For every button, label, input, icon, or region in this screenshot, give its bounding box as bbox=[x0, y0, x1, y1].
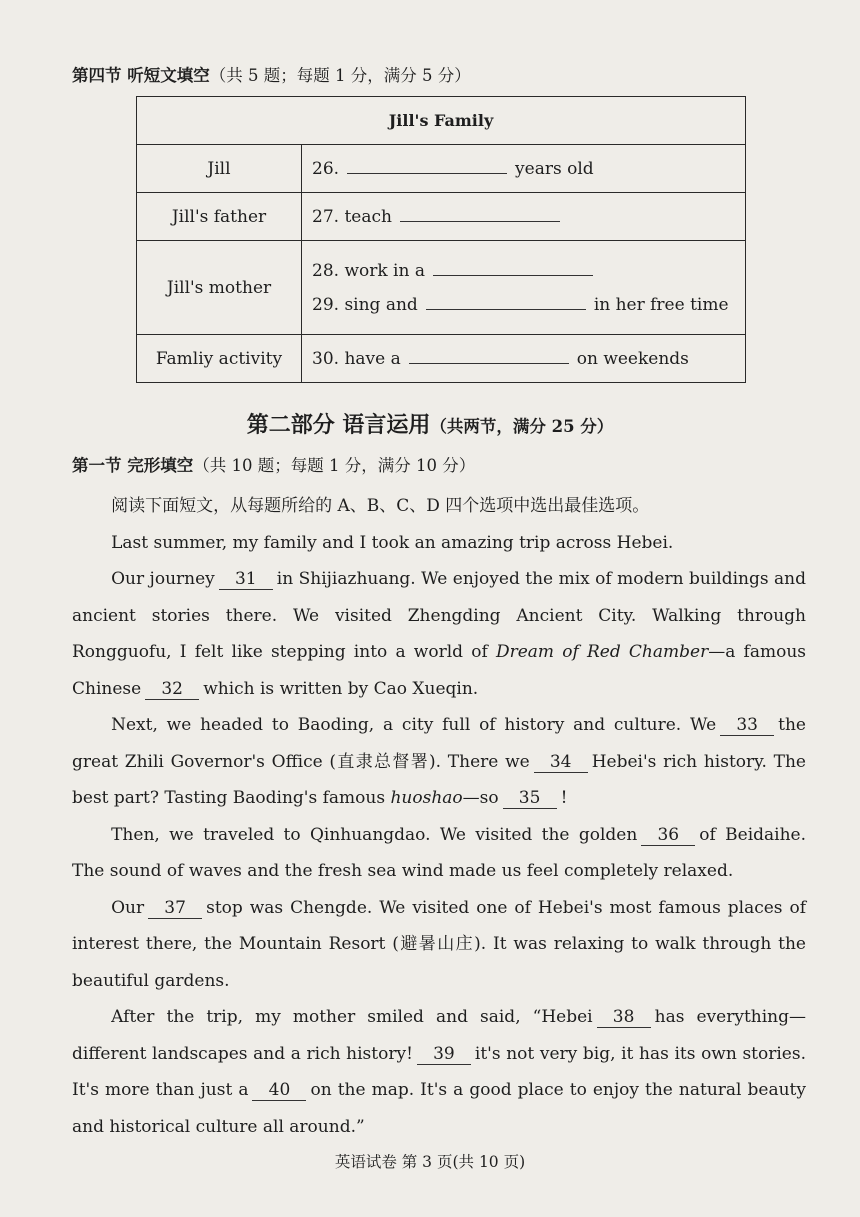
item-29: 29. sing and in her free time bbox=[312, 294, 729, 315]
instruction: 阅读下面短文，从每题所给的 A、B、C、D 四个选项中选出最佳选项。 bbox=[111, 496, 650, 516]
blank-37[interactable]: 37 bbox=[148, 898, 202, 919]
paragraph-3: Next, we headed to Baoding, a city full of history and culture. We 33 the great Zhili Governor's Office (直隶总督署). There we 34 Hebei's rich history. The best part? Tasting Baoding's famous huoshao—so 35 ! bbox=[72, 715, 806, 808]
blank-32[interactable]: 32 bbox=[145, 679, 199, 700]
table-row bbox=[137, 241, 746, 335]
food-name: huoshao bbox=[390, 788, 463, 808]
section1-heading: 第一节 完形填空（共 10 题；每题 1 分，满分 10 分） bbox=[72, 456, 476, 475]
jills-family-table bbox=[136, 96, 746, 383]
blank-34[interactable]: 34 bbox=[534, 752, 588, 773]
paragraph-6: After the trip, my mother smiled and said, “Hebei 38 has everything—different landscapes and a rich history! 39 it's not very big, it has its own stories. It's more than just a 40 on the map. It's a good place to enjoy the natural beauty and historical culture all around.” bbox=[72, 1007, 806, 1137]
blank-40[interactable]: 40 bbox=[252, 1080, 306, 1101]
part2-heading: 第二部分 语言运用（共两节，满分 25 分） bbox=[246, 412, 614, 438]
paragraph-1: Last summer, my family and I took an amazing trip across Hebei. bbox=[111, 532, 674, 553]
blank-27[interactable] bbox=[400, 207, 560, 222]
part2-info: （共两节，满分 25 分） bbox=[430, 417, 614, 436]
item-27: 27. teach bbox=[302, 193, 746, 241]
blank-29[interactable] bbox=[426, 295, 586, 310]
section1-info: （共 10 题；每题 1 分，满分 10 分） bbox=[193, 456, 476, 475]
table-row bbox=[137, 335, 746, 383]
blank-33[interactable]: 33 bbox=[720, 715, 774, 736]
paragraph-5: Our 37 stop was Chengde. We visited one of Hebei's most famous places of interest there, the Mountain Resort (避暑山庄). It was relaxing to walk through the beautiful gardens. bbox=[72, 897, 806, 991]
blank-31[interactable]: 31 bbox=[219, 569, 273, 590]
cloze-passage bbox=[72, 488, 806, 1145]
blank-30[interactable] bbox=[409, 349, 569, 364]
paragraph-4: Then, we traveled to Qinhuangdao. We visited the golden 36 of Beidaihe. The sound of waves and the fresh sea wind made us feel completely relaxed. bbox=[72, 824, 807, 881]
table-row bbox=[137, 145, 746, 193]
row-label-mother: Jill's mother bbox=[137, 241, 302, 335]
blank-28[interactable] bbox=[433, 261, 593, 276]
blank-39[interactable]: 39 bbox=[417, 1044, 471, 1065]
book-title: Dream of Red Chamber bbox=[495, 642, 709, 662]
section4-info: （共 5 题；每题 1 分，满分 5 分） bbox=[209, 66, 471, 85]
blank-26[interactable] bbox=[347, 159, 507, 174]
blank-36[interactable]: 36 bbox=[641, 825, 695, 846]
table-title: Jill's Family bbox=[137, 97, 746, 145]
blank-35[interactable]: 35 bbox=[503, 788, 557, 809]
section4-heading: 第四节 听短文填空（共 5 题；每题 1 分，满分 5 分） bbox=[72, 66, 471, 85]
row-label-activity: Famliy activity bbox=[137, 335, 302, 383]
item-28: 28. work in a bbox=[312, 261, 744, 281]
table-row bbox=[137, 193, 746, 241]
paragraph-2: Our journey 31 in Shijiazhuang. We enjoyed the mix of modern buildings and ancient stories there. We visited Zhengding Ancient City. Walking through Rongguofu, I felt like stepping into a world of Dream of Red Chamber—a famous Chinese 32 which is written by Cao Xueqin. bbox=[72, 569, 806, 699]
item-26: 26. years old bbox=[302, 145, 746, 193]
row-label-father: Jill's father bbox=[137, 193, 302, 241]
row-label-jill: Jill bbox=[137, 145, 302, 193]
item-30: 30. have a on weekends bbox=[302, 335, 746, 383]
page-footer: 英语试卷 第 3 页(共 10 页) bbox=[334, 1153, 526, 1171]
blank-38[interactable]: 38 bbox=[597, 1007, 651, 1028]
